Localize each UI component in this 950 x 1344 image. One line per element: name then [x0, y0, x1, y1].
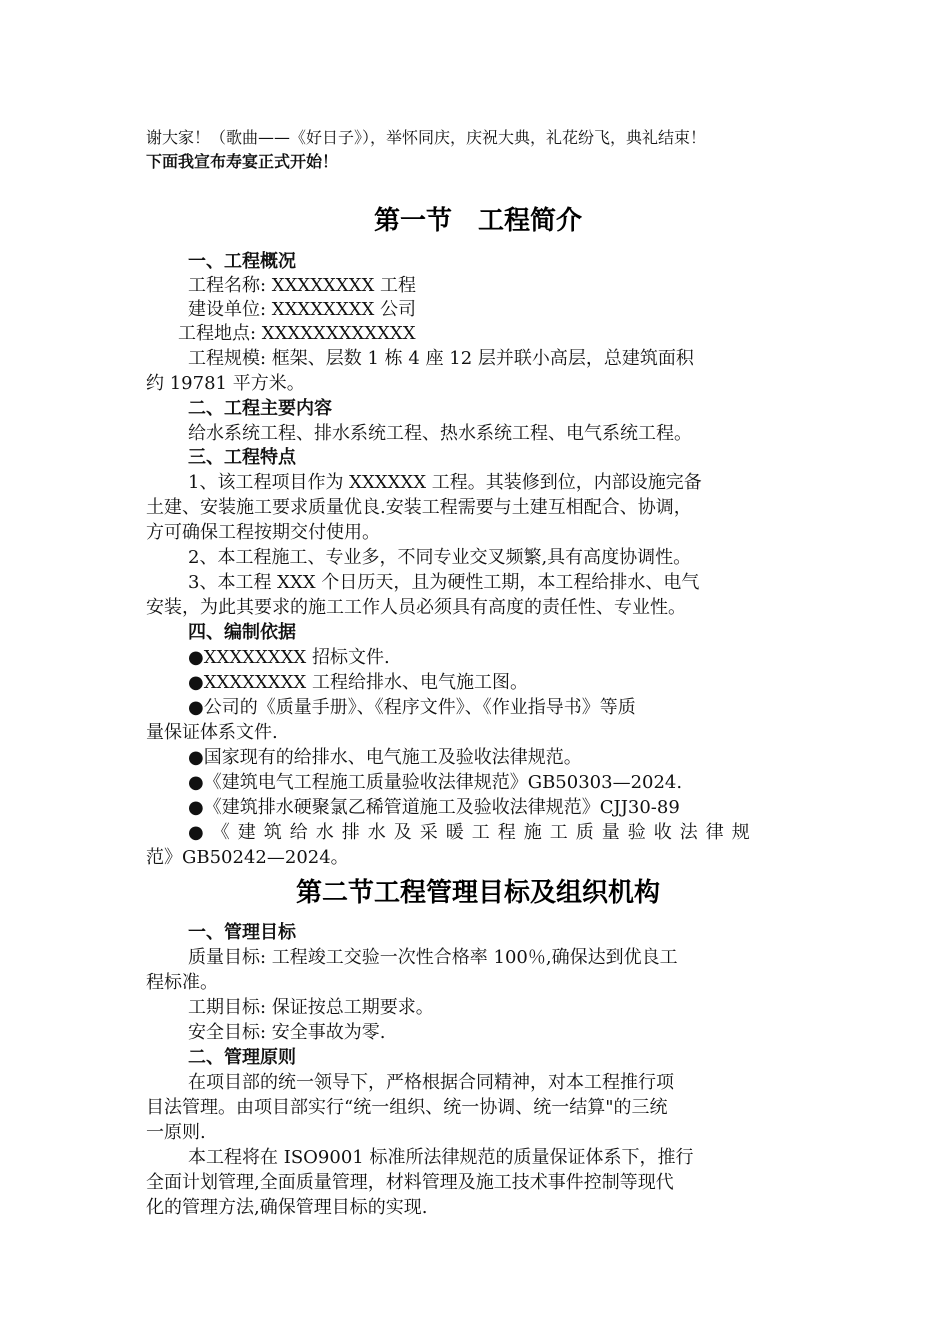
principle-2-line-1: 本工程将在 ISO9001 标准所法律规范的质量保证体系下，推行	[188, 1147, 694, 1168]
basis-item-7-line-1: ●《建筑给水排水及采暖工程施工质量验收法律规	[188, 822, 758, 843]
safety-goal: 安全目标: 安全事故为零.	[188, 1022, 386, 1043]
project-location: 工程地点: XXXXXXXXXXXX	[178, 323, 416, 344]
section1-title: 第一节 工程简介	[373, 206, 582, 236]
feature-1-line-2: 土建、安装施工要求质量优良.安装工程需要与土建互相配合、协调，	[146, 497, 692, 518]
basis-item-3-line-1: ●公司的《质量手册》、《程序文件》、《作业指导书》等质	[188, 697, 636, 718]
principles-heading: 二、管理原则	[188, 1047, 296, 1068]
schedule-goal: 工期目标: 保证按总工期要求。	[188, 997, 434, 1018]
project-scale-line-2: 约 19781 平方米。	[146, 373, 305, 394]
section2-title: 第二节工程管理目标及组织机构	[295, 878, 660, 908]
basis-item-7-line-2: 范》GB50242—2024。	[146, 847, 349, 868]
quality-goal-line-2: 程标准。	[146, 972, 218, 993]
basis-heading: 四、编制依据	[188, 622, 296, 643]
content-text: 给水系统工程、排水系统工程、热水系统工程、电气系统工程。	[188, 423, 692, 444]
project-name: 工程名称: XXXXXXXX 工程	[188, 275, 417, 296]
feature-1-line-3: 方可确保工程按期交付使用。	[146, 522, 380, 543]
quality-goal-line-1: 质量目标: 工程竣工交验一次性合格率 100％,确保达到优良工	[188, 947, 678, 968]
features-heading: 三、工程特点	[188, 447, 296, 468]
principle-2-line-2: 全面计划管理,全面质量管理，材料管理及施工技术事件控制等现代	[146, 1172, 674, 1193]
feature-1-line-1: 1、该工程项目作为 XXXXXX 工程。其装修到位，内部设施完备	[188, 472, 702, 493]
basis-item-2: ●XXXXXXXX 工程给排水、电气施工图。	[188, 672, 528, 693]
intro-line-2: 下面我宣布寿宴正式开始！	[146, 152, 339, 171]
intro-line-1: 谢大家！（歌曲——《好日子》），举怀同庆，庆祝大典，礼花纷飞，典礼结束！	[146, 128, 707, 147]
principle-1-line-1: 在项目部的统一领导下，严格根据合同精神，对本工程推行项	[188, 1072, 674, 1093]
overview-heading: 一、工程概况	[188, 251, 296, 272]
principle-2-line-3: 化的管理方法,确保管理目标的实现.	[146, 1197, 428, 1218]
feature-2: 2、本工程施工、专业多，不同专业交叉频繁,具有高度协调性。	[188, 547, 692, 568]
content-heading: 二、工程主要内容	[188, 398, 332, 419]
basis-item-4: ●国家现有的给排水、电气施工及验收法律规范。	[188, 747, 582, 768]
goals-heading: 一、管理目标	[188, 922, 296, 943]
principle-1-line-3: 一原则.	[146, 1122, 206, 1143]
basis-item-6: ●《建筑排水硬聚氯乙稀管道施工及验收法律规范》CJJ30-89	[188, 797, 680, 818]
project-scale-line-1: 工程规模: 框架、层数 1 栋 4 座 12 层并联小高层，总建筑面积	[188, 348, 694, 369]
basis-item-1: ●XXXXXXXX 招标文件.	[188, 647, 390, 668]
principle-1-line-2: 目法管理。由项目部实行“统一组织、统一协调、统一结算"的三统	[146, 1097, 668, 1118]
feature-3-line-1: 3、本工程 XXX 个日历天，且为硬性工期，本工程给排水、电气	[188, 572, 700, 593]
basis-item-5: ●《建筑电气工程施工质量验收法律规范》GB50303—2024.	[188, 772, 683, 793]
feature-3-line-2: 安装，为此其要求的施工工作人员必须具有高度的责任性、专业性。	[146, 597, 686, 618]
construction-unit: 建设单位: XXXXXXXX 公司	[188, 299, 417, 320]
basis-item-3-line-2: 量保证体系文件.	[146, 722, 278, 743]
